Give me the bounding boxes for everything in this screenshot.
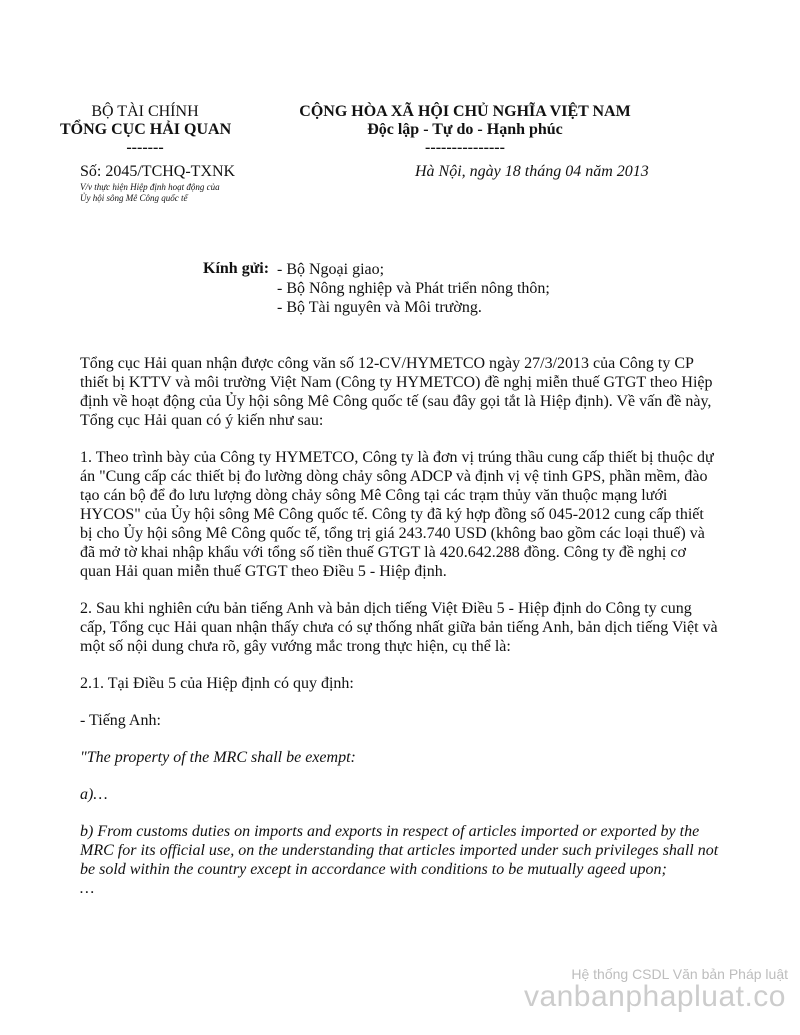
subject-line-2: Ủy hội sông Mê Công quốc tế: [80, 193, 188, 203]
document-number: Số: 2045/TCHQ-TXNK: [80, 163, 236, 180]
recipients-list: [277, 260, 550, 317]
country-name: CỘNG HÒA XÃ HỘI CHỦ NGHĨA VIỆT NAM: [299, 103, 631, 120]
ministry-name: BỘ TÀI CHÍNH: [91, 103, 199, 120]
document-body: [80, 354, 720, 916]
quote-paragraph: a)…: [80, 786, 108, 803]
recipient-item: - Bộ Ngoại giao;: [277, 261, 385, 278]
document-subject: [80, 182, 220, 204]
body-paragraph: 1. Theo trình bày của Công ty HYMETCO, Công ty là đơn vị trúng thầu cung cấp thiết bị thuộc dự án "Cung cấp các thiết bị đo lường dòng chảy sông ADCP và định vị vệ tinh GPS, phần mềm, đào tạo cán bộ để đo lưu lượng dòng chảy sông Mê Công tại các trạm thủy văn thuộc mạng lưới HYCOS" của Ủy hội sông Mê Công quốc tế. Công ty đã ký hợp đồng số 045-2012 cung cấp thiết bị cho Ủy hội sông Mê Công quốc tế, tổng trị giá 243.740 USD (không bao gồm các loại thuế) và đã mở tờ khai nhập khẩu với tổng số tiền thuế GTGT là 420.642.288 đồng. Công ty đề nghị cơ quan Hải quan miễn thuế GTGT theo Điều 5 - Hiệp định.: [80, 449, 714, 580]
body-paragraph: 2.1. Tại Điều 5 của Hiệp định có quy định:: [80, 675, 354, 692]
recipient-item: - Bộ Nông nghiệp và Phát triển nông thôn;: [277, 280, 550, 297]
department-name: TỔNG CỤC HẢI QUAN: [60, 121, 232, 138]
national-title-block: [290, 103, 640, 157]
left-divider: -------: [126, 139, 164, 156]
watermark-site: vanbanphapluat.co: [523, 980, 786, 1013]
body-paragraph: - Tiếng Anh:: [80, 712, 161, 729]
quote-paragraph: "The property of the MRC shall be exempt:: [80, 749, 356, 766]
subject-line-1: V/v thực hiện Hiệp định hoạt động của: [80, 182, 220, 192]
place-and-date: Hà Nội, ngày 18 tháng 04 năm 2013: [415, 163, 649, 180]
recipient-item: - Bộ Tài nguyên và Môi trường.: [277, 299, 482, 316]
watermark-caption: Hệ thống CSDL Văn bản Pháp luật: [571, 966, 788, 982]
quote-paragraph: b) From customs duties on imports and exports in respect of articles imported or exported by the MRC for its official use, on the understanding that articles imported under such privileges shall not be sold within the country except in accordance with conditions to be mutually ageed upon; …: [80, 823, 719, 897]
body-paragraph: Tổng cục Hải quan nhận được công văn số 12-CV/HYMETCO ngày 27/3/2013 của Công ty CP thiết bị KTTV và môi trường Việt Nam (Công ty HYMETCO) đề nghị miễn thuế GTGT theo Hiệp định về hoạt động của Ủy hội sông Mê Công quốc tế (sau đây gọi tắt là Hiệp định). Về vấn đề này, Tổng cục Hải quan có ý kiến như sau:: [80, 355, 713, 429]
body-paragraph: 2. Sau khi nghiên cứu bản tiếng Anh và bản dịch tiếng Việt Điều 5 - Hiệp định do Công ty cung cấp, Tổng cục Hải quan nhận thấy chưa có sự thống nhất giữa bản tiếng Anh, bản dịch tiếng Việt và một số nội dung chưa rõ, gây vướng mắc trong thực hiện, cụ thể là:: [80, 600, 718, 655]
right-divider: ---------------: [425, 139, 505, 156]
national-motto: Độc lập - Tự do - Hạnh phúc: [367, 121, 563, 138]
kinh-gui-label: Kính gửi:: [203, 260, 270, 277]
issuing-agency-block: [60, 103, 230, 157]
